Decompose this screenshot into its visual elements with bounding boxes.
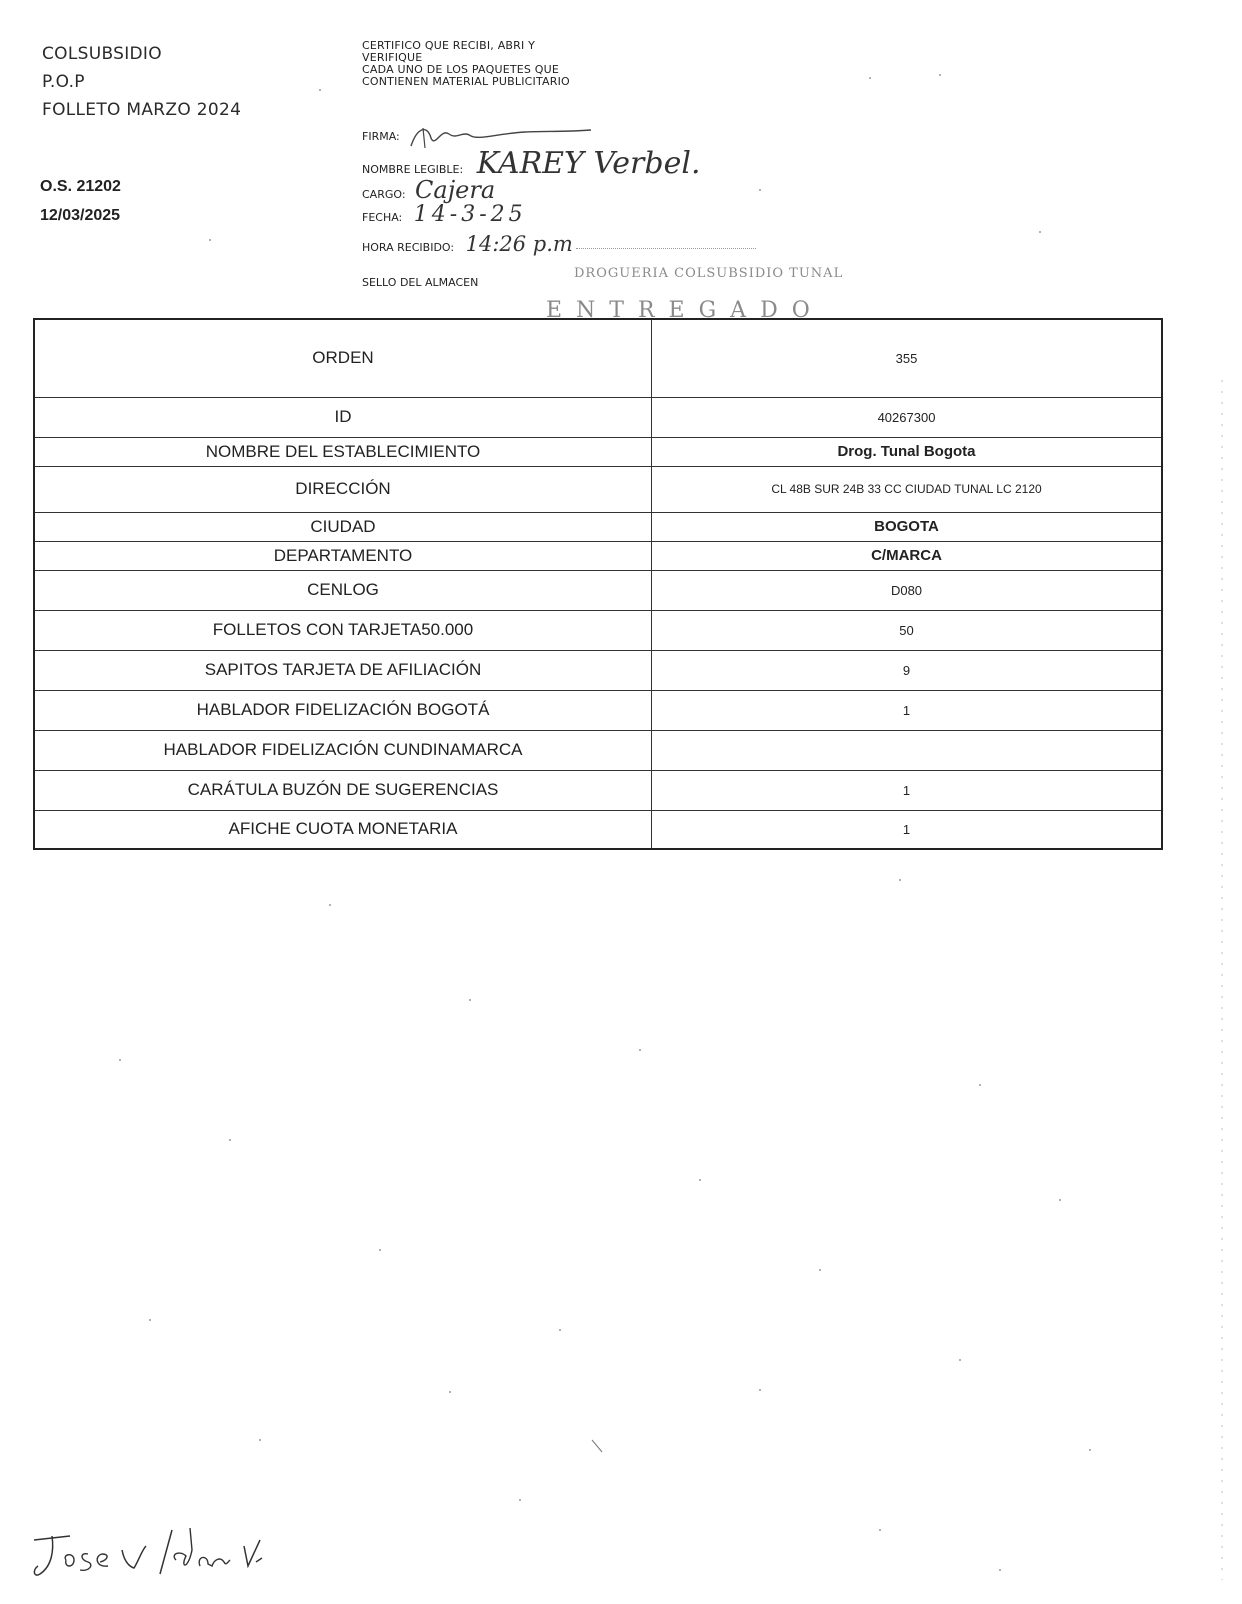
statement-line: CADA UNO DE LOS PAQUETES QUE [362, 63, 560, 76]
row-label: CARÁTULA BUZÓN DE SUGERENCIAS [34, 770, 652, 810]
row-value: 1 [652, 690, 1163, 730]
sello-field [362, 276, 478, 289]
store-stamp-name: DROGUERIA COLSUBSIDIO TUNAL [574, 266, 844, 281]
firma-label: FIRMA: [362, 130, 400, 143]
row-value: D080 [652, 570, 1163, 610]
table-row [34, 541, 1162, 570]
os-number: O.S. 21202 [40, 178, 121, 195]
row-label: NOMBRE DEL ESTABLECIMIENTO [34, 437, 652, 466]
fecha-label: FECHA: [362, 211, 403, 224]
row-label: SAPITOS TARJETA DE AFILIACIÓN [34, 650, 652, 690]
service-order-block [40, 172, 121, 230]
nombre-value: KAREY Verbel. [476, 146, 701, 181]
company-header [42, 40, 241, 124]
hora-underline [576, 248, 756, 249]
row-label: CENLOG [34, 570, 652, 610]
nombre-label: NOMBRE LEGIBLE: [362, 163, 464, 176]
store-stamp-delivered: ENTREGADO [546, 298, 824, 323]
hora-label: HORA RECIBIDO: [362, 241, 455, 254]
row-value: BOGOTA [652, 512, 1163, 541]
hora-field [362, 232, 756, 256]
statement-line: VERIFIQUE [362, 51, 423, 64]
row-label: DEPARTAMENTO [34, 541, 652, 570]
cargo-field [362, 176, 495, 204]
sello-label: SELLO DEL ALMACEN [362, 276, 479, 289]
row-value: 50 [652, 610, 1163, 650]
table-row [34, 650, 1162, 690]
fecha-value: 14-3-25 [413, 202, 527, 227]
statement-line: CERTIFICO QUE RECIBI, ABRI Y [362, 39, 536, 52]
row-label: ORDEN [34, 319, 652, 397]
table-row [34, 570, 1162, 610]
row-label: HABLADOR FIDELIZACIÓN CUNDINAMARCA [34, 730, 652, 770]
table-row [34, 770, 1162, 810]
table-row [34, 437, 1162, 466]
row-label: CIUDAD [34, 512, 652, 541]
pop-label: P.O.P [42, 72, 85, 92]
row-label: HABLADOR FIDELIZACIÓN BOGOTÁ [34, 690, 652, 730]
row-value: 40267300 [652, 397, 1163, 437]
table-row [34, 512, 1162, 541]
order-date: 12/03/2025 [40, 207, 121, 224]
row-label: ID [34, 397, 652, 437]
table-row [34, 610, 1162, 650]
company-name: COLSUBSIDIO [42, 44, 162, 64]
row-value [652, 730, 1163, 770]
row-value: Drog. Tunal Bogota [652, 437, 1163, 466]
row-value: 1 [652, 770, 1163, 810]
cargo-label: CARGO: [362, 188, 406, 201]
row-value: C/MARCA [652, 541, 1163, 570]
brochure-title: FOLLETO MARZO 2024 [42, 100, 242, 120]
certification-block [362, 39, 701, 289]
table-row [34, 397, 1162, 437]
row-value: CL 48B SUR 24B 33 CC CIUDAD TUNAL LC 2120 [652, 466, 1163, 512]
fecha-field [362, 202, 527, 227]
statement-line: CONTIENEN MATERIAL PUBLICITARIO [362, 75, 570, 88]
table-row [34, 466, 1162, 512]
row-label: FOLLETOS CON TARJETA50.000 [34, 610, 652, 650]
table-row [34, 690, 1162, 730]
table-row [34, 810, 1162, 849]
hora-value: 14:26 p.m [465, 232, 573, 256]
row-label: AFICHE CUOTA MONETARIA [34, 810, 652, 849]
cargo-value: Cajera [415, 176, 496, 204]
table-row [34, 319, 1162, 397]
row-label: DIRECCIÓN [34, 466, 652, 512]
handwritten-signature [30, 1510, 290, 1590]
order-details-table [33, 318, 1163, 850]
row-value: 355 [652, 319, 1163, 397]
table-row [34, 730, 1162, 770]
certification-statement [362, 40, 570, 88]
row-value: 1 [652, 810, 1163, 849]
row-value: 9 [652, 650, 1163, 690]
